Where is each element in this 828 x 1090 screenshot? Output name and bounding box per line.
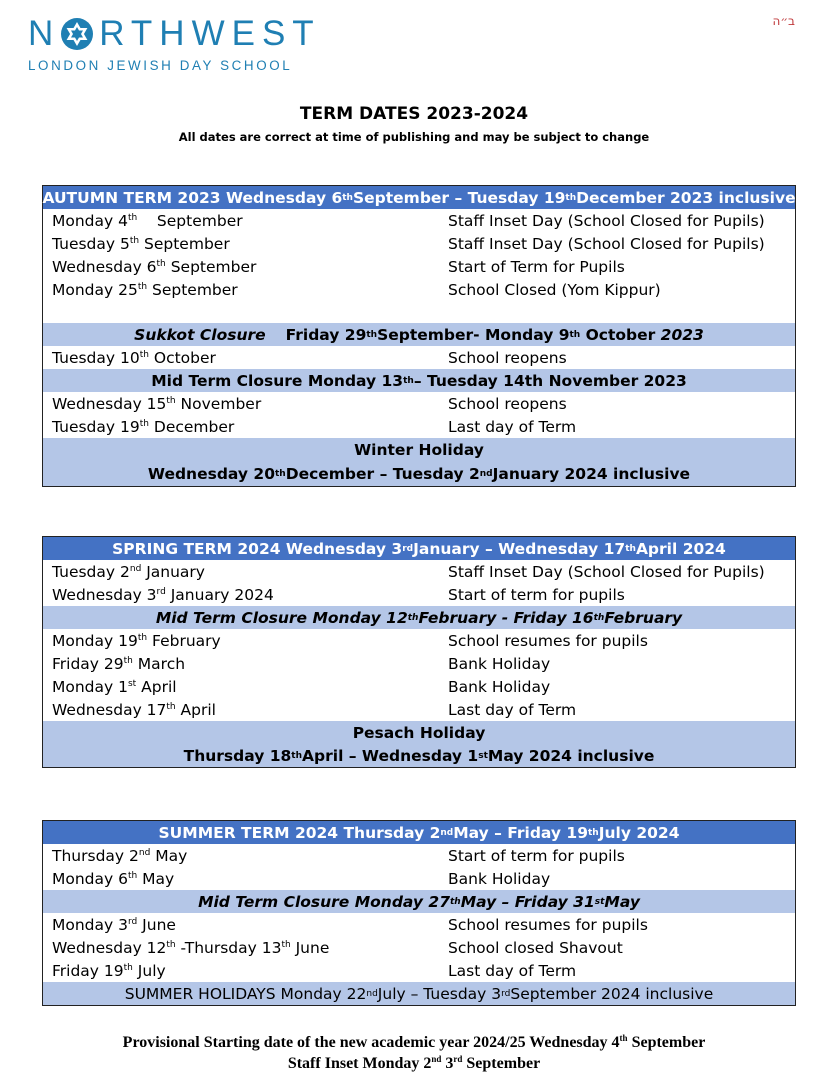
event-cell: Staff Inset Day (School Closed for Pupils): [448, 211, 765, 230]
bh-mark: ב״ה: [772, 14, 795, 28]
event-cell: Start of term for pupils: [448, 585, 625, 604]
event-cell: Start of term for pupils: [448, 846, 625, 865]
table-row: [43, 278, 795, 301]
page-title: TERM DATES 2023-2024: [299, 104, 529, 124]
date-cell: Wednesday 17th April: [52, 700, 216, 719]
footer-next-year-start: Provisional Starting date of the new academic year 2024/25 Wednesday 4th September: [122, 1033, 706, 1051]
table-row: [43, 583, 795, 606]
autumn-term-table: [42, 185, 796, 487]
summer-holidays-band: SUMMER HOLIDAYS Monday 22 nd July – Tuesday 3 rd September 2024 inclusive: [43, 982, 795, 1005]
table-row: [43, 415, 795, 438]
event-cell: School reopens: [448, 394, 567, 413]
logo-wordmark: [28, 16, 321, 52]
date-cell: Wednesday 6th September: [52, 257, 257, 276]
sukkot-closure-band: Sukkot Closure Friday 29 th September- Monday 9 th October 2023: [43, 323, 795, 346]
event-cell: Bank Holiday: [448, 869, 551, 888]
table-row: [43, 652, 795, 675]
date-cell: Friday 29th March: [52, 654, 186, 673]
summer-term-table: [42, 820, 796, 1006]
date-cell: Monday 6th May: [52, 869, 175, 888]
date-cell: Wednesday 3rd January 2024: [52, 585, 274, 604]
event-cell: School closed Shavout: [448, 938, 623, 957]
table-row: [43, 209, 795, 232]
event-cell: School Closed (Yom Kippur): [448, 280, 661, 299]
date-cell: Wednesday 15th November: [52, 394, 262, 413]
date-cell: Monday 1st April: [52, 677, 177, 696]
event-cell: Last day of Term: [448, 961, 577, 980]
event-cell: Bank Holiday: [448, 677, 551, 696]
date-cell: Friday 19th July: [52, 961, 166, 980]
logo-word-rest: RTHWEST: [99, 14, 321, 53]
date-cell: Tuesday 2nd January: [52, 562, 205, 581]
date-cell: Thursday 2nd May: [52, 846, 188, 865]
summer-term-header: SUMMER TERM 2024 Thursday 2 nd May – Friday 19 th July 2024: [43, 821, 795, 844]
date-cell: Monday 25th September: [52, 280, 238, 299]
autumn-term-header: AUTUMN TERM 2023 Wednesday 6 th September – Tuesday 19 th December 2023 inclusive: [43, 186, 795, 209]
event-cell: School reopens: [448, 348, 567, 367]
table-row: [43, 844, 795, 867]
pesach-holiday-dates: Thursday 18 th April – Wednesday 1 st May 2024 inclusive: [43, 744, 795, 767]
table-row: [43, 675, 795, 698]
date-cell: Tuesday 19th December: [52, 417, 235, 436]
table-row: [43, 936, 795, 959]
event-cell: Last day of Term: [448, 700, 577, 719]
midterm-closure-band: Mid Term Closure Monday 27 th May – Friday 31 st May: [43, 890, 795, 913]
winter-holiday-dates: Wednesday 20 th December – Tuesday 2 nd January 2024 inclusive: [43, 462, 795, 486]
table-row: [43, 959, 795, 982]
table-row: [43, 913, 795, 936]
event-cell: Staff Inset Day (School Closed for Pupils): [448, 234, 765, 253]
event-cell: Start of Term for Pupils: [448, 257, 625, 276]
winter-holiday-title: Winter Holiday: [43, 438, 795, 462]
event-cell: Last day of Term: [448, 417, 577, 436]
date-cell: Wednesday 12th -Thursday 13th June: [52, 938, 330, 957]
event-cell: Bank Holiday: [448, 654, 551, 673]
spring-term-table: [42, 536, 796, 768]
spacer-row: [43, 301, 795, 323]
school-logo: [28, 16, 321, 73]
table-row: [43, 255, 795, 278]
pesach-holiday-title: Pesach Holiday: [43, 721, 795, 744]
table-row: [43, 346, 795, 369]
logo-subtitle: LONDON JEWISH DAY SCHOOL: [28, 58, 293, 73]
date-cell: Monday 19th February: [52, 631, 221, 650]
midterm-closure-band: Mid Term Closure Monday 12 th February - Friday 16 th February: [43, 606, 795, 629]
date-cell: Tuesday 5th September: [52, 234, 230, 253]
event-cell: School resumes for pupils: [448, 915, 648, 934]
spring-term-header: SPRING TERM 2024 Wednesday 3 rd January – Wednesday 17 th April 2024: [43, 537, 795, 560]
event-cell: Staff Inset Day (School Closed for Pupils): [448, 562, 765, 581]
table-row: [43, 560, 795, 583]
logo-letter-n: N: [28, 14, 61, 53]
event-cell: School resumes for pupils: [448, 631, 648, 650]
page-subtitle: All dates are correct at time of publishing and may be subject to change: [178, 130, 650, 144]
date-cell: Tuesday 10th October: [52, 348, 216, 367]
table-row: [43, 867, 795, 890]
date-cell: Monday 4th September: [52, 211, 243, 230]
table-row: [43, 392, 795, 415]
footer-staff-inset: Staff Inset Monday 2nd 3rd September: [287, 1054, 541, 1072]
date-cell: Monday 3rd June: [52, 915, 176, 934]
table-row: [43, 629, 795, 652]
midterm-closure-band: Mid Term Closure Monday 13 th – Tuesday 14th November 2023: [43, 369, 795, 392]
table-row: [43, 232, 795, 255]
table-row: [43, 698, 795, 721]
star-of-david-icon: [60, 17, 94, 51]
